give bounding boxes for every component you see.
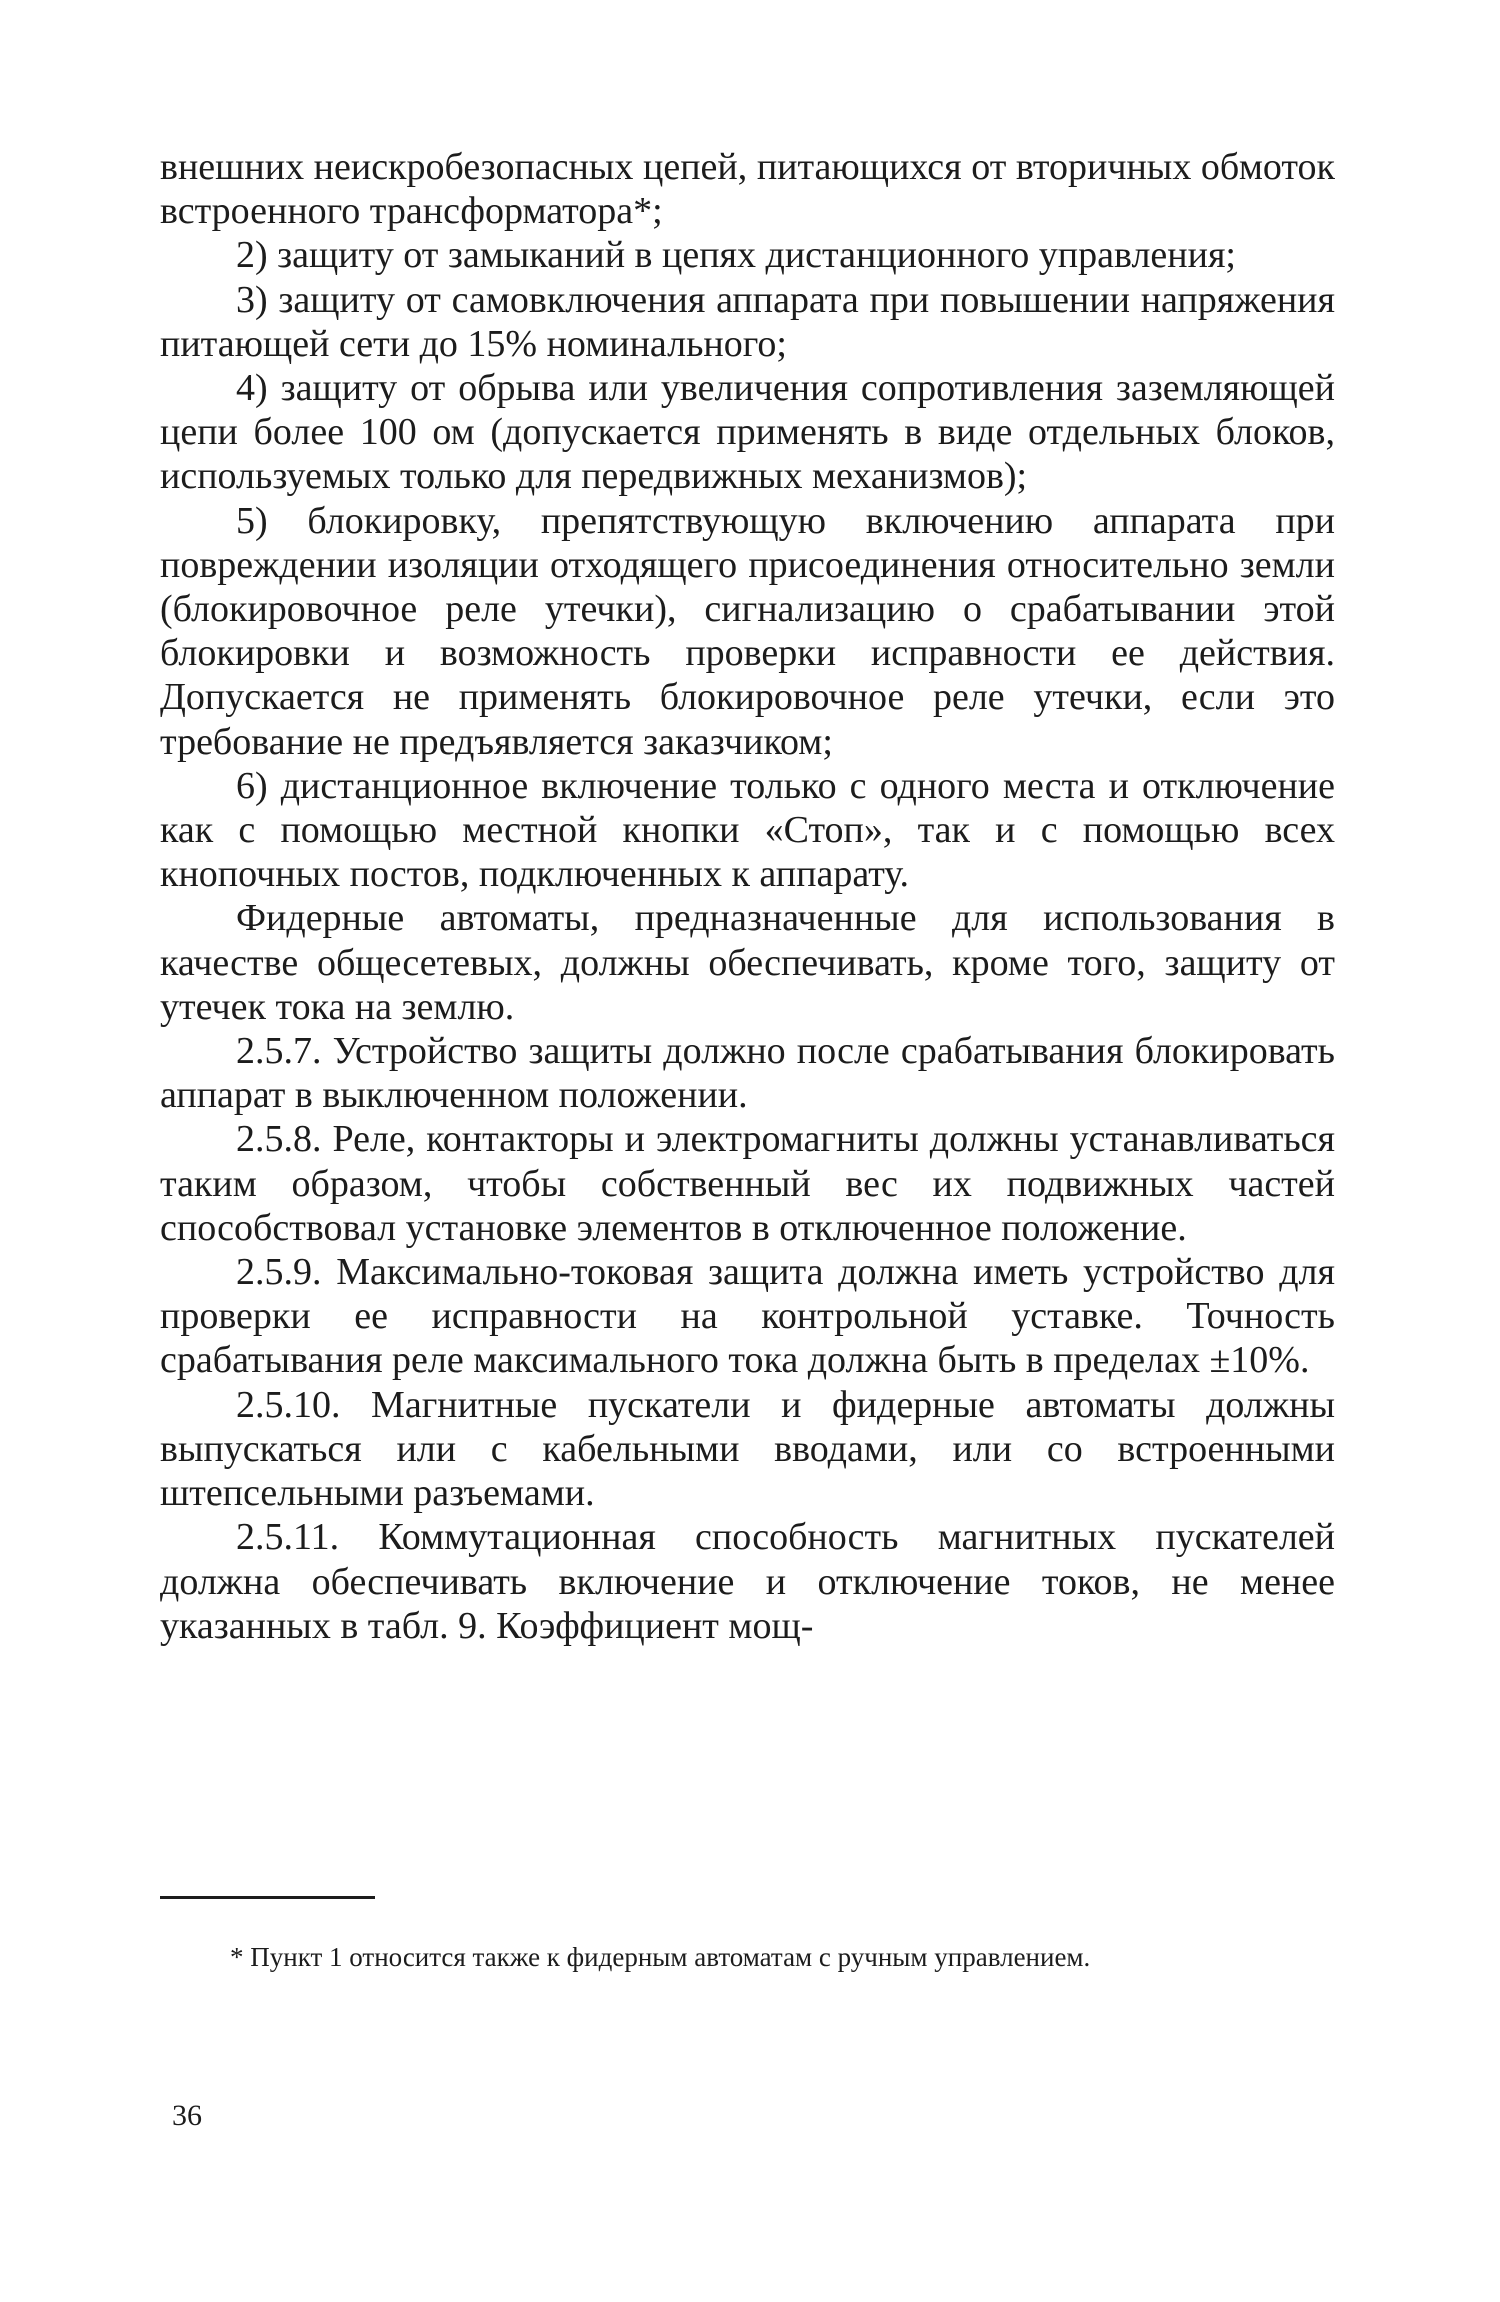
clause-2-5-11: 2.5.11. Коммутационная способность магнитных пускателей должна обеспечивать включение и отключение токов, не менее указанных в табл. 9. Коэффициент мощ- bbox=[160, 1516, 1335, 1647]
list-item-5: 5) блокировку, препятствующую включению аппарата при повреждении изоляции отходящего присоединения относительно земли (блокировочное реле утечки), сигнализацию о срабатывании этой блокировки и возможность проверки исправности ее действия. Допускается не применять блокировочное реле утечки, если это требование не предъявляется заказчиком; bbox=[160, 499, 1335, 763]
list-item-3: 3) защиту от самовключения аппарата при повышении напряжения питающей сети до 15% номинального; bbox=[160, 278, 1335, 365]
page-number: 36 bbox=[172, 2099, 202, 2132]
clause-2-5-9: 2.5.9. Максимально-токовая защита должна иметь устройство для проверки ее исправности на контрольной уставке. Точность срабатывания реле максимального тока должна быть в пределах ±10%. bbox=[160, 1251, 1335, 1382]
list-item-6: 6) дистанционное включение только с одного места и отключение как с помощью местной кнопки «Стоп», так и с помощью всех кнопочных постов, подключенных к аппарату. bbox=[160, 764, 1335, 896]
clause-2-5-8: 2.5.8. Реле, контакторы и электромагниты должны устанавливаться таким образом, чтобы собственный вес их подвижных частей способствовал установке элементов в отключенное положение. bbox=[160, 1118, 1335, 1249]
clause-2-5-7: 2.5.7. Устройство защиты должно после срабатывания блокировать аппарат в выключенном положении. bbox=[160, 1030, 1335, 1117]
clause-2-5-10: 2.5.10. Магнитные пускатели и фидерные автоматы должны выпускаться или с кабельными вводами, или со встроенными штепсельными разъемами. bbox=[160, 1383, 1335, 1515]
list-item-4: 4) защиту от обрыва или увеличения сопротивления заземляющей цепи более 100 ом (допускается применять в виде отдельных блоков, используемых только для передвижных механизмов); bbox=[160, 367, 1335, 498]
footnote-divider bbox=[160, 1896, 375, 1899]
footnote-text: * Пункт 1 относится также к фидерным автоматам с ручным управлением. bbox=[230, 1942, 1091, 1972]
footnote bbox=[160, 1938, 1335, 1976]
page-body bbox=[160, 145, 1335, 1648]
paragraph-continuation: внешних неискробезопасных цепей, питающихся от вторичных обмоток встроенного трансформатора*; bbox=[160, 146, 1335, 233]
paragraph-feeder-automats: Фидерные автоматы, предназначенные для использования в качестве общесетевых, должны обеспечивать, кроме того, защиту от утечек тока на землю. bbox=[160, 897, 1335, 1028]
list-item-2: 2) защиту от замыканий в цепях дистанционного управления; bbox=[236, 234, 1236, 277]
